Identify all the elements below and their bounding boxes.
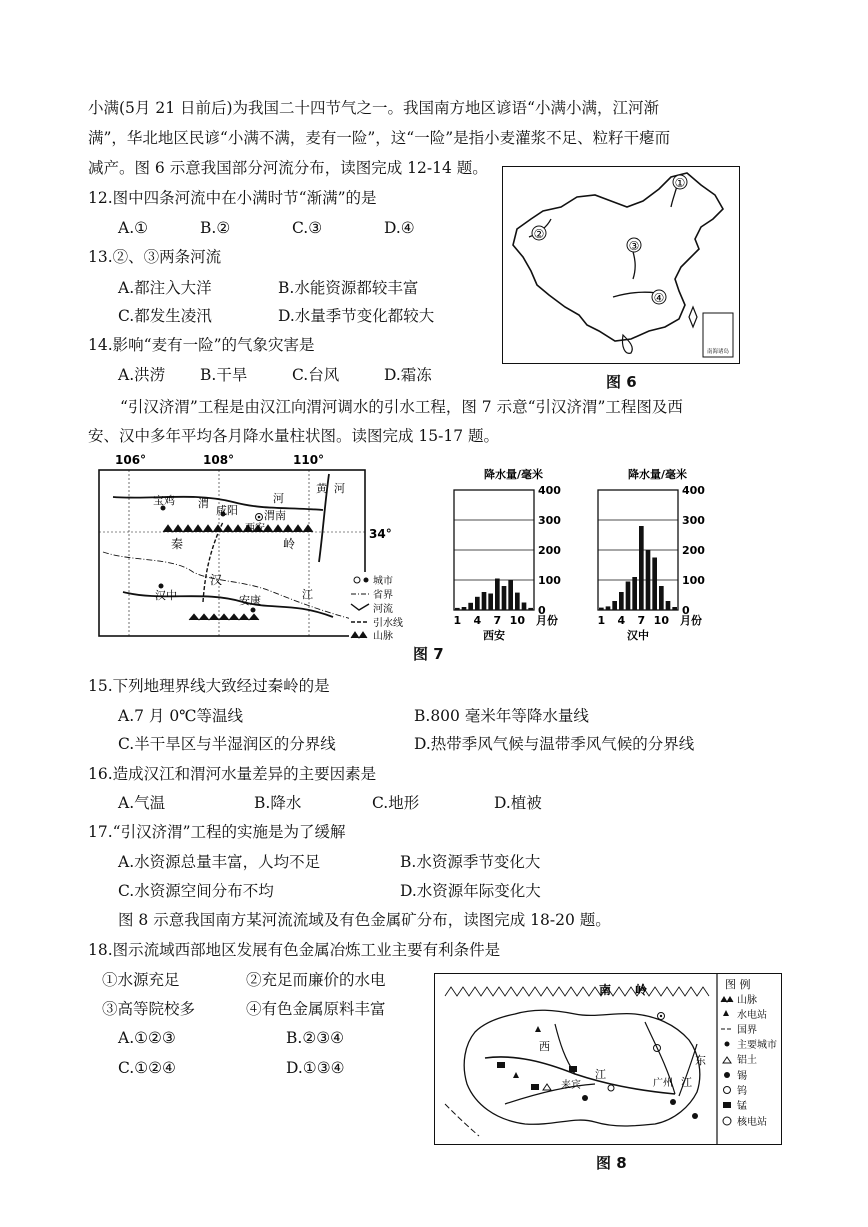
place-huang: 黄 bbox=[316, 482, 327, 495]
fig6-label: 图 6 bbox=[606, 373, 637, 391]
manganese-icon-1 bbox=[497, 1062, 505, 1068]
chart-bar-11 bbox=[522, 603, 527, 611]
chart-xtick-label: 10 bbox=[653, 614, 669, 627]
chart-ytick-label: 100 bbox=[538, 574, 561, 587]
lat-34: 34° bbox=[369, 527, 392, 541]
legend8-mountain: 山脉 bbox=[737, 995, 757, 1006]
chart-title: 汉中 bbox=[627, 629, 649, 642]
q14-option-a: A.洪涝 bbox=[118, 366, 166, 384]
chart-xtick-label: 1 bbox=[597, 614, 606, 627]
q15-stem: 15.下列地理界线大致经过秦岭的是 bbox=[88, 677, 330, 695]
q16-stem: 16.造成汉江和渭河水量差异的主要因素是 bbox=[88, 765, 377, 783]
chart-xian bbox=[438, 458, 588, 658]
q18-item-4: ④有色金属原料丰富 bbox=[246, 1000, 386, 1018]
legend8-city-icon bbox=[725, 1042, 730, 1047]
label-xi: 西 bbox=[539, 1040, 550, 1053]
chart-xlabel: 月份 bbox=[680, 614, 702, 627]
q17-option-a: A.水资源总量丰富，人均不足 bbox=[118, 853, 321, 871]
xian-city-dot bbox=[258, 516, 261, 519]
nanling-mountain bbox=[445, 987, 709, 996]
marker-1: ① bbox=[674, 176, 686, 190]
q18-item-2: ②充足而廉价的水电 bbox=[246, 971, 386, 989]
legend8-city: 主要城市 bbox=[737, 1040, 777, 1051]
q18-item-1: ①水源充足 bbox=[102, 971, 180, 989]
basin-boundary bbox=[464, 1010, 700, 1126]
legend-city-dot bbox=[364, 578, 369, 583]
legend8-tin: 锡 bbox=[737, 1071, 747, 1082]
q16-option-a: A.气温 bbox=[118, 794, 166, 812]
place-weinan: 渭南 bbox=[264, 509, 286, 522]
label-nan: 南 bbox=[599, 983, 612, 997]
chart-bar-2 bbox=[606, 606, 611, 610]
legend-canal: 引水线 bbox=[373, 618, 403, 629]
chart-bar-11 bbox=[666, 601, 671, 610]
q12-option-b: B.② bbox=[200, 219, 231, 237]
label-ling: 岭 bbox=[635, 983, 648, 997]
chart-bar-2 bbox=[462, 607, 467, 610]
chart-ytick-label: 300 bbox=[538, 514, 561, 527]
chart-xtick-label: 1 bbox=[453, 614, 462, 627]
q13-option-a: A.都注入大洋 bbox=[118, 279, 212, 297]
chart-ylabel: 降水量/毫米 bbox=[484, 468, 544, 481]
place-baoji: 宝鸡 bbox=[153, 494, 175, 507]
ankang-city-icon bbox=[251, 608, 256, 613]
q12-stem: 12.图中四条河流中在小满时节“渐满”的是 bbox=[88, 189, 377, 207]
hydro-icon-1 bbox=[535, 1026, 541, 1032]
legend-mountain: 山脉 bbox=[373, 631, 393, 642]
legend8-manganese-icon bbox=[723, 1102, 731, 1108]
intro1-line2: 满”，华北地区民谚“小满不满，麦有一险”，这“一险”是指小麦灌浆不足、粒籽干瘪而 bbox=[88, 129, 671, 147]
q14-stem: 14.影响“麦有一险”的气象灾害是 bbox=[88, 336, 315, 354]
place-hanzhong: 汉中 bbox=[155, 589, 177, 602]
q17-option-b: B.水资源季节变化大 bbox=[400, 853, 541, 871]
legend8-title: 图 例 bbox=[725, 978, 751, 991]
marker-3: ③ bbox=[628, 239, 640, 253]
q15-option-a: A.7 月 0℃等温线 bbox=[118, 707, 244, 725]
chart-bar-9 bbox=[508, 580, 513, 610]
q16-option-d: D.植被 bbox=[494, 794, 542, 812]
chart-ytick-label: 200 bbox=[538, 544, 561, 557]
chart-bar-10 bbox=[659, 586, 664, 610]
q15-option-c: C.半干旱区与半湿润区的分界线 bbox=[118, 735, 336, 753]
intro2-line2: 安、汉中多年平均各月降水量柱状图。读图完成 15-17 题。 bbox=[88, 427, 500, 445]
fig7-map bbox=[93, 452, 433, 642]
national-border bbox=[445, 1104, 479, 1136]
chart-hanzhong-svg bbox=[582, 458, 732, 658]
chart-bar-4 bbox=[475, 597, 480, 610]
q16-option-b: B.降水 bbox=[254, 794, 302, 812]
south-sea-inset-label: 南海诸岛 bbox=[706, 349, 730, 355]
place-han: 汉 bbox=[210, 573, 223, 587]
q15-option-d: D.热带季风气候与温带季风气候的分界线 bbox=[414, 735, 695, 753]
q18-stem: 18.图示流域西部地区发展有色金属冶炼工业主要有利条件是 bbox=[88, 941, 501, 959]
legend8-hydro: 水电站 bbox=[737, 1010, 767, 1021]
chart-bar-8 bbox=[646, 550, 651, 610]
legend8-bauxite: 铝土 bbox=[737, 1055, 757, 1066]
chart-bar-5 bbox=[626, 582, 631, 611]
legend8-manganese: 锰 bbox=[737, 1101, 747, 1112]
q13-option-b: B.水能资源都较丰富 bbox=[278, 279, 419, 297]
legend-province: 省界 bbox=[373, 590, 393, 601]
guangzhou-city-icon bbox=[670, 1099, 676, 1105]
place-xianyang: 咸阳 bbox=[216, 504, 238, 517]
chart-bar-7 bbox=[495, 579, 500, 611]
laibin-city-icon bbox=[608, 1085, 614, 1091]
chart-ytick-label: 300 bbox=[682, 514, 705, 527]
marker-2: ② bbox=[533, 227, 545, 241]
fig8-label: 图 8 bbox=[596, 1154, 627, 1172]
chart-ytick-label: 100 bbox=[682, 574, 705, 587]
lon-110: 110° bbox=[293, 453, 325, 467]
legend8-hydro-icon bbox=[723, 1010, 729, 1016]
legend8-bauxite-icon bbox=[723, 1057, 731, 1063]
fig8-map bbox=[434, 973, 782, 1145]
chart-ylabel: 降水量/毫米 bbox=[628, 468, 688, 481]
label-laibin: 来宾 bbox=[561, 1080, 581, 1091]
lon-106: 106° bbox=[115, 453, 147, 467]
fig6-map bbox=[502, 166, 740, 364]
label-guangzhou: 广州 bbox=[653, 1078, 673, 1089]
place-ling: 岭 bbox=[283, 537, 296, 551]
china-border bbox=[513, 173, 723, 341]
chart-xtick-label: 10 bbox=[509, 614, 525, 627]
china-outline-map bbox=[503, 167, 739, 363]
legend8-mountain-icon bbox=[721, 997, 733, 1002]
place-he: 河 bbox=[273, 492, 284, 505]
q13-option-d: D.水量季节变化都较大 bbox=[278, 307, 435, 325]
label-dong: 东 bbox=[695, 1054, 706, 1067]
chart-bar-1 bbox=[455, 608, 460, 610]
place-wei: 渭 bbox=[198, 497, 209, 510]
chart-xian-svg bbox=[438, 458, 588, 658]
legend-city: 城市 bbox=[373, 576, 393, 587]
q13-option-c: C.都发生凌汛 bbox=[118, 307, 212, 325]
q12-option-a: A.① bbox=[118, 219, 149, 237]
hainan-island bbox=[622, 335, 632, 353]
intro3-line1: 图 8 示意我国南方某河流流域及有色金属矿分布，读图完成 18-20 题。 bbox=[118, 911, 611, 929]
place-ankang: 安康 bbox=[239, 594, 261, 607]
label-jiang: 江 bbox=[595, 1068, 606, 1081]
q16-option-c: C.地形 bbox=[372, 794, 420, 812]
q18-option-c: C.①②④ bbox=[118, 1059, 176, 1077]
chart-hanzhong bbox=[582, 458, 732, 658]
marker-4: ④ bbox=[653, 291, 665, 305]
q18-option-b: B.②③④ bbox=[286, 1029, 345, 1047]
q13-stem: 13.②、③两条河流 bbox=[88, 248, 222, 266]
q18-option-d: D.①③④ bbox=[286, 1059, 345, 1077]
q12-option-c: C.③ bbox=[292, 219, 323, 237]
hydro-icon-2 bbox=[513, 1072, 519, 1078]
tributary-south bbox=[505, 1084, 595, 1104]
taiwan-island bbox=[689, 307, 697, 327]
intro1-line1: 小满(5月 21 日前后)为我国二十四节气之一。我国南方地区谚语“小满小满，江河渐 bbox=[88, 99, 659, 117]
q14-option-b: B.干旱 bbox=[200, 366, 248, 384]
q17-option-d: D.水资源年际变化大 bbox=[400, 882, 541, 900]
intro1-line3: 减产。图 6 示意我国部分河流分布，读图完成 12-14 题。 bbox=[88, 159, 488, 177]
q14-option-c: C.台风 bbox=[292, 366, 340, 384]
chart-bar-7 bbox=[639, 526, 644, 610]
chart-ytick-label: 400 bbox=[682, 484, 705, 497]
chart-bar-12 bbox=[528, 608, 533, 610]
chart-bar-12 bbox=[672, 607, 677, 610]
q17-option-c: C.水资源空间分布不均 bbox=[118, 882, 274, 900]
q18-option-a: A.①②③ bbox=[118, 1029, 176, 1047]
legend8-tungsten: 钨 bbox=[737, 1086, 747, 1097]
q17-stem: 17.“引汉济渭”工程的实施是为了缓解 bbox=[88, 823, 346, 841]
chart-ytick-label: 0 bbox=[682, 604, 690, 617]
chart-bar-9 bbox=[652, 558, 657, 611]
legend8-nuclear: 核电站 bbox=[737, 1117, 767, 1128]
manganese-icon-2 bbox=[531, 1084, 539, 1090]
chart-bar-6 bbox=[632, 577, 637, 610]
legend8-border: 国界 bbox=[737, 1025, 757, 1036]
manganese-icon-3 bbox=[569, 1066, 577, 1072]
bauxite-icon bbox=[543, 1084, 551, 1090]
q12-option-d: D.④ bbox=[384, 219, 415, 237]
chart-ytick-label: 0 bbox=[538, 604, 546, 617]
q15-option-b: B.800 毫米年等降水量线 bbox=[414, 707, 589, 725]
legend8-tin-icon bbox=[724, 1072, 730, 1078]
q18-item-3: ③高等院校多 bbox=[102, 1000, 196, 1018]
legend8-tungsten-icon bbox=[724, 1087, 731, 1094]
chart-title: 西安 bbox=[483, 629, 505, 642]
legend8-nuclear-icon bbox=[723, 1117, 731, 1125]
hanzhong-city-icon bbox=[159, 584, 164, 589]
chart-xtick-label: 4 bbox=[473, 614, 482, 627]
label-jiang2: 江 bbox=[681, 1076, 692, 1089]
place-jiang: 江 bbox=[302, 588, 313, 601]
chart-xtick-label: 7 bbox=[493, 614, 502, 627]
chart-bar-3 bbox=[612, 601, 617, 610]
chart-bar-10 bbox=[515, 593, 520, 610]
nuclear-icon bbox=[692, 1113, 698, 1119]
chart-bar-1 bbox=[599, 608, 604, 610]
fig7-label: 图 7 bbox=[413, 645, 444, 663]
chart-bar-4 bbox=[619, 592, 624, 610]
legend-river: 河流 bbox=[373, 604, 393, 615]
place-qin: 秦 bbox=[171, 537, 184, 551]
chart-xlabel: 月份 bbox=[536, 614, 558, 627]
chart-bar-3 bbox=[468, 603, 473, 610]
q14-option-d: D.霜冻 bbox=[384, 366, 432, 384]
chart-xtick-label: 4 bbox=[617, 614, 626, 627]
place-he2: 河 bbox=[334, 482, 345, 495]
chart-xtick-label: 7 bbox=[637, 614, 646, 627]
lon-108: 108° bbox=[203, 453, 235, 467]
place-xian: 西安 bbox=[245, 523, 265, 534]
tungsten-dot-1 bbox=[660, 1015, 662, 1017]
chart-ytick-label: 200 bbox=[682, 544, 705, 557]
intro2-line1: “引汉济渭”工程是由汉江向渭河调水的引水工程，图 7 示意“引汉济渭”工程图及西 bbox=[120, 398, 683, 416]
chart-bar-8 bbox=[502, 586, 507, 610]
chart-bar-6 bbox=[488, 594, 493, 611]
chart-ytick-label: 400 bbox=[538, 484, 561, 497]
chart-bar-5 bbox=[482, 592, 487, 610]
tin-icon bbox=[582, 1095, 588, 1101]
